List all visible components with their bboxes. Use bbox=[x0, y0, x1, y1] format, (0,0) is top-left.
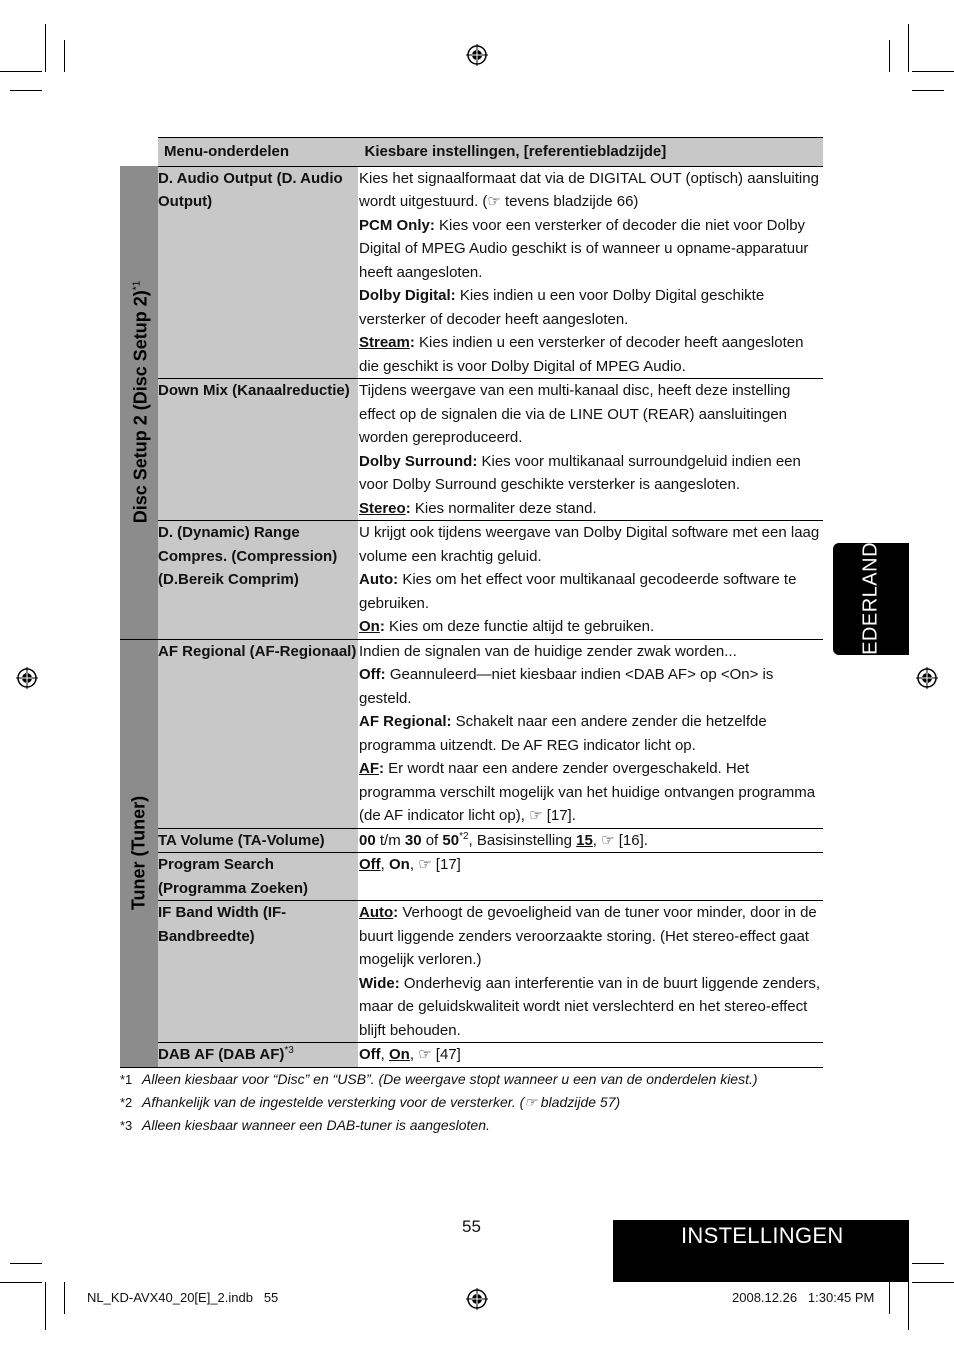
crop-mark bbox=[912, 90, 944, 91]
crop-mark bbox=[912, 1282, 954, 1283]
option-label: Auto: bbox=[359, 571, 399, 588]
option-colon: : bbox=[393, 904, 399, 921]
menu-item-range-compression: D. (Dynamic) Range Compres. (Compression) (D.Bereik Comprim) bbox=[158, 521, 359, 640]
table-row bbox=[120, 521, 823, 640]
option-text: Onderhevig aan interferentie van in de buurt liggende zenders, maar de geluidskwaliteit wordt niet verslechterd en het stereo-effect blijft behouden. bbox=[359, 974, 820, 1039]
crop-mark bbox=[889, 40, 890, 72]
default-value: 15 bbox=[576, 831, 593, 849]
option-text: Kies voor een versterker of decoder die niet voor Dolby Digital of MPEG Audio geschikt is of wanneer u opname-apparatuur heeft aangesloten. bbox=[359, 216, 809, 281]
option-label: PCM Only: bbox=[359, 216, 435, 234]
footnote-mark: *2 bbox=[120, 1095, 133, 1110]
footnotes bbox=[120, 1068, 840, 1137]
footnote bbox=[120, 1114, 840, 1137]
option-text: Schakelt naar een andere zender die hetzelfde programma uitzendt. De AF REG indicator licht op. bbox=[359, 713, 767, 754]
option-text: Kies om het effect voor multikanaal gecodeerde software te gebruiken. bbox=[359, 571, 797, 612]
default-option-label: Stream bbox=[359, 334, 410, 351]
section-title-box bbox=[613, 1220, 909, 1282]
crosshair-target-icon bbox=[916, 667, 938, 689]
option-text: Kies voor multikanaal surroundgeluid indien een voor Dolby Surround geschikte versterker is aangesloten. bbox=[359, 452, 801, 493]
print-slug-timestamp: 2008.12.26 1:30:45 PM bbox=[732, 1290, 875, 1305]
value-max-1: 30 bbox=[404, 831, 422, 849]
crop-mark bbox=[912, 71, 954, 72]
settings-if-band-width bbox=[359, 901, 824, 1043]
header-spacer bbox=[120, 138, 158, 167]
value-text: , ☞ [47] bbox=[409, 1046, 461, 1063]
crosshair-target-icon bbox=[466, 44, 488, 66]
menu-item-dab-af bbox=[158, 1043, 359, 1068]
value-min: 00 bbox=[359, 831, 376, 849]
setting-description: U krijgt ook tijdens weergave van Dolby Digital software met een laag volume een krachtig geluid. bbox=[359, 524, 820, 565]
option-colon: : bbox=[405, 499, 411, 517]
settings-af-regional bbox=[359, 639, 824, 828]
table-row bbox=[120, 1043, 823, 1068]
value-text: , ☞ [17] bbox=[409, 856, 461, 873]
menu-item-down-mix: Down Mix (Kanaalreductie) bbox=[158, 379, 359, 521]
crop-mark bbox=[0, 71, 42, 72]
section-label-disc-setup-2 bbox=[120, 166, 158, 639]
option-colon: : bbox=[409, 334, 415, 351]
option-label: On bbox=[389, 856, 410, 873]
table-row bbox=[120, 853, 823, 901]
value-text: , bbox=[380, 856, 390, 873]
option-text: Kies indien u een versterker of decoder heeft aangesloten die geschikt is voor Dolby Digital of MPEG Audio. bbox=[359, 334, 804, 375]
crop-mark bbox=[908, 24, 909, 72]
option-text: Er wordt naar een andere zender overgeschakeld. Het programma verschilt mogelijk van het huidige ontvangen programma (de AF indicator licht op), ☞ [17]. bbox=[359, 760, 816, 824]
crop-mark bbox=[45, 1282, 46, 1330]
option-text: Kies om deze functie altijd te gebruiken. bbox=[384, 618, 655, 635]
value-text: of bbox=[421, 831, 443, 849]
item-label: DAB AF (DAB AF) bbox=[158, 1046, 285, 1063]
value-text: , Basisinstelling bbox=[468, 831, 577, 849]
setting-description: Indien de signalen van de huidige zender zwak worden... bbox=[359, 642, 737, 660]
settings-program-search bbox=[359, 853, 824, 901]
crop-mark bbox=[908, 1282, 909, 1330]
default-option-label: On bbox=[389, 1046, 410, 1063]
settings-audio-output bbox=[359, 166, 824, 379]
option-text: Kies indien u een voor Dolby Digital geschikte versterker of decoder heeft aangesloten. bbox=[359, 287, 765, 328]
table-row bbox=[120, 639, 823, 828]
footnote-text: Alleen kiesbaar wanneer een DAB-tuner is aangesloten. bbox=[142, 1117, 490, 1133]
option-text: Geannuleerd—niet kiesbaar indien <DAB AF> op <On> is gesteld. bbox=[359, 666, 774, 707]
option-text: Verhoogt de gevoeligheid van de tuner voor minder, door in de buurt liggende zenders veroorzaakte storing. (Het stereo-effect gaat mogelijk verloren.) bbox=[359, 904, 817, 968]
default-option-label: Stereo bbox=[359, 499, 406, 517]
column-header-settings: Kiesbare instellingen, [referentiebladzijde] bbox=[359, 138, 824, 167]
settings-dab-af bbox=[359, 1043, 824, 1068]
settings-down-mix bbox=[359, 379, 824, 521]
option-label: Dolby Surround: bbox=[359, 452, 478, 470]
menu-item-ta-volume: TA Volume (TA-Volume) bbox=[158, 828, 359, 853]
settings-ta-volume bbox=[359, 828, 824, 853]
crop-mark bbox=[45, 24, 46, 72]
table-row bbox=[120, 379, 823, 521]
menu-item-program-search: Program Search (Programma Zoeken) bbox=[158, 853, 359, 901]
print-slug-file: NL_KD-AVX40_20[E]_2.indb 55 bbox=[87, 1290, 279, 1305]
setting-description: Kies het signaalformaat dat via de DIGITAL OUT (optisch) aansluiting wordt uitgestuurd. (☞ tevens bladzijde 66) bbox=[359, 169, 819, 210]
language-tab-label: NEDERLANDS bbox=[859, 528, 882, 670]
crop-mark bbox=[64, 40, 65, 72]
crop-mark bbox=[912, 1263, 944, 1264]
section-label-text: Tuner (Tuner) bbox=[128, 795, 149, 911]
crop-mark bbox=[889, 1282, 890, 1314]
section-label-tuner bbox=[120, 639, 158, 1067]
crop-mark bbox=[10, 90, 42, 91]
menu-item-if-band-width: IF Band Width (IF-Bandbreedte) bbox=[158, 901, 359, 1043]
value-max-2: 50 bbox=[442, 831, 460, 849]
table-row bbox=[120, 828, 823, 853]
footnote-marker: *1 bbox=[131, 280, 143, 291]
table-row bbox=[120, 901, 823, 1043]
default-option-label: AF bbox=[359, 760, 379, 777]
crosshair-target-icon bbox=[466, 1288, 488, 1310]
option-colon: : bbox=[379, 760, 384, 777]
option-label: Wide: bbox=[359, 974, 400, 992]
table-row bbox=[120, 166, 823, 379]
settings-table bbox=[120, 137, 823, 1068]
option-label: AF Regional: bbox=[359, 713, 452, 730]
menu-item-af-regional: AF Regional (AF-Regionaal) bbox=[158, 639, 359, 828]
option-label: Dolby Digital: bbox=[359, 287, 456, 304]
setting-description: Tijdens weergave van een multi-kanaal disc, heeft deze instelling effect op de signalen die via de LINE OUT (REAR) aansluitingen worden gereproduceerd. bbox=[359, 382, 791, 446]
footnote-text: Alleen kiesbaar voor “Disc” en “USB”. (De weergave stopt wanneer u een van de onderdelen kiest.) bbox=[142, 1071, 758, 1087]
table-header-row bbox=[120, 138, 823, 167]
crop-mark bbox=[0, 1282, 42, 1283]
crop-mark bbox=[10, 1263, 42, 1264]
option-label: Off bbox=[359, 1046, 381, 1063]
footnote bbox=[120, 1091, 840, 1114]
page-number: 55 bbox=[462, 1217, 481, 1236]
option-colon: : bbox=[379, 618, 385, 635]
crop-mark bbox=[64, 1282, 65, 1314]
column-header-menu-items: Menu-onderdelen bbox=[158, 138, 359, 167]
menu-item-audio-output: D. Audio Output (D. Audio Output) bbox=[158, 166, 359, 379]
section-label-text: Disc Setup 2 (Disc Setup 2) bbox=[130, 290, 151, 524]
language-tab bbox=[833, 528, 909, 670]
section-title: INSTELLINGEN bbox=[681, 1223, 844, 1248]
footnote-marker: *2 bbox=[459, 830, 469, 842]
footnote-mark: *1 bbox=[120, 1072, 133, 1087]
crosshair-target-icon bbox=[16, 667, 38, 689]
footnote-text: Afhankelijk van de ingestelde versterking voor de versterker. (☞ bladzijde 57) bbox=[142, 1094, 621, 1110]
option-label: Off: bbox=[359, 666, 386, 683]
default-option-label: Off bbox=[359, 856, 381, 873]
option-text: Kies normaliter deze stand. bbox=[410, 499, 597, 517]
footnote-marker: *3 bbox=[284, 1045, 294, 1056]
settings-range-compression bbox=[359, 521, 824, 640]
value-text: t/m bbox=[375, 831, 405, 849]
footnote bbox=[120, 1068, 840, 1091]
default-option-label: On bbox=[359, 618, 380, 635]
footnote-mark: *3 bbox=[120, 1118, 133, 1133]
value-text: , ☞ [16]. bbox=[592, 831, 648, 849]
value-text: , bbox=[380, 1046, 390, 1063]
default-option-label: Auto bbox=[359, 904, 394, 921]
